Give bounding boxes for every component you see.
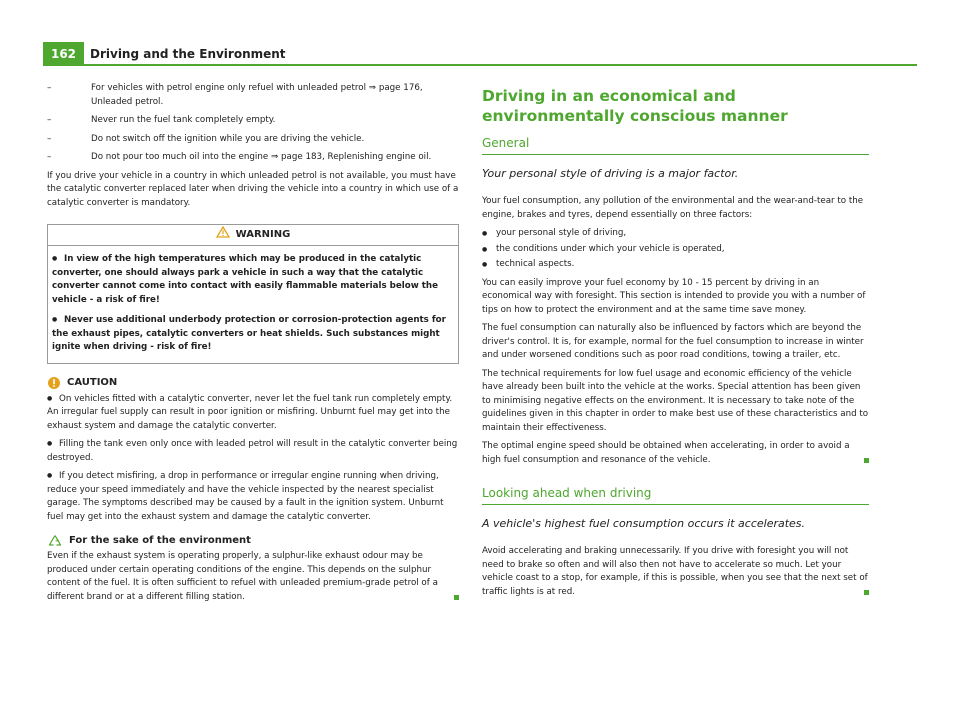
right-column [482,82,869,604]
section-end-marker [454,595,459,600]
warning-item: In view of the high temperatures which may be produced in the catalytic converter, one should always park a vehicle in such a way that the catalytic converter cannot come into contact with easily flammable materials below the vehicle - a risk of fire! [52,254,438,305]
caution-item: Filling the tank even only once with leaded petrol will result in the catalytic converter being destroyed. [47,439,458,463]
paragraph: You can easily improve your fuel economy by 10 - 15 percent by driving in an economical way with foresight. This section is intended to provide you with a number of tips on how to protect the environment and at the same time save money. [482,277,866,315]
list-item: – Never run the fuel tank completely empty. [47,114,459,128]
list-item: – Do not switch off the ignition while you are driving the vehicle. [47,133,459,147]
list-item: – For vehicles with petrol engine only refuel with unleaded petrol ⇒ page 176, Unleaded petrol. [47,82,459,109]
header-rule [84,64,917,66]
catalytic-intro: If you drive your vehicle in a country in which unleaded petrol is not available, you must have the catalytic converter replaced later when driving the vehicle into a country in which use of a catalytic converter is mandatory. [47,170,459,208]
list-item: ● the conditions under which your vehicle is operated, [482,243,869,257]
warning-body [48,246,458,363]
environment-header [47,534,459,548]
factor-list [482,227,869,272]
page-number: 162 [43,42,84,66]
warning-title: WARNING [235,229,291,240]
looking-ahead-text: Avoid accelerating and braking unnecessarily. If you drive with foresight you will not need to brake so often and will also then not have to accelerate so much. Let your vehicle coast to a stop, for example, if this is possible, when you see that the next set of traffic lights is at red. [482,546,868,597]
bullet-icon: ● [52,255,58,262]
environment-recycle-icon [47,534,63,548]
caution-section [47,376,459,525]
paragraph: The optimal engine speed should be obtained when accelerating, in order to avoid a high fuel consumption and resonance of the vehicle. [482,441,850,465]
caution-item: On vehicles fitted with a catalytic converter, never let the fuel tank run completely empty. An irregular fuel supply can result in poor ignition or misfiring. Unburnt fuel may get into the exhaust system and damage the catalytic converter. [47,393,453,431]
general-intro: Your fuel consumption, any pollution of the environmental and the wear-and-tear to the engine, brakes and tyres, depend essentially on three factors: [482,196,864,220]
bullet-icon: ● [47,472,53,479]
list-item: ● technical aspects. [482,258,869,272]
bullet-icon: ● [47,440,53,447]
paragraph: The fuel consumption can naturally also be influenced by factors which are beyond the driver's control. It is, for example, normal for the fuel consumption to increase in winter and under worsened conditions such as poor road conditions, towing a trailer, etc. [482,323,864,360]
caution-title: CAUTION [67,376,118,388]
main-heading: Driving in an economical and environmentally conscious manner [482,87,788,125]
left-column [47,82,459,608]
bullet-icon: ● [47,394,53,402]
warning-header [48,225,458,246]
caution-icon [47,376,61,390]
environment-text: Even if the exhaust system is operating properly, a sulphur-like exhaust odour may be produced under certain operating conditions of the engine. This depends on the sulphur content of the fuel. It is often sufficient to refuel with unleaded premium-grade petrol of a different brand or at a different filling station. [47,551,438,602]
list-item: ● your personal style of driving, [482,227,869,241]
section-rule [482,504,869,505]
paragraph: The technical requirements for low fuel usage and economic efficiency of the vehicle have already been built into the vehicle at the works. Special attention has been given to minimising negative effects on the environment. It is necessary to take note of the guidelines given in this chapter in order to make best use of these characteristics and to maintain their effectiveness. [482,368,869,433]
caution-item: If you detect misfiring, a drop in performance or irregular engine running when driving, reduce your speed immediately and have the vehicle inspected by the nearest specialist garage. The symptoms described may be caused by a fault in the ignition system. Unburnt fuel may get into the exhaust system and damage the catalytic converter. [47,471,444,522]
chapter-title: Driving and the Environment [90,47,286,61]
general-lead: Your personal style of driving is a major factor. [482,167,739,180]
looking-ahead-lead: A vehicle's highest fuel consumption occurs it accelerates. [482,517,806,530]
environment-title: For the sake of the environment [69,535,251,547]
section-rule [482,154,869,155]
warning-item: Never use additional underbody protection or corrosion-protection agents for the exhaust pipes, catalytic converters or heat shields. Such substances might ignite when driving - risk of fire! [52,315,446,352]
list-item: – Do not pour too much oil into the engine ⇒ page 183, Replenishing engine oil. [47,151,459,165]
section-end-marker [864,458,869,463]
warning-box [47,224,459,364]
bullet-icon: ● [52,316,58,323]
section-end-marker [864,590,869,595]
page-header [43,42,917,66]
environment-section [47,534,459,604]
looking-ahead-heading: Looking ahead when driving [482,486,652,500]
refuel-list [47,82,459,165]
caution-header [47,376,459,390]
warning-triangle-icon [216,226,230,238]
general-heading: General [482,136,530,150]
